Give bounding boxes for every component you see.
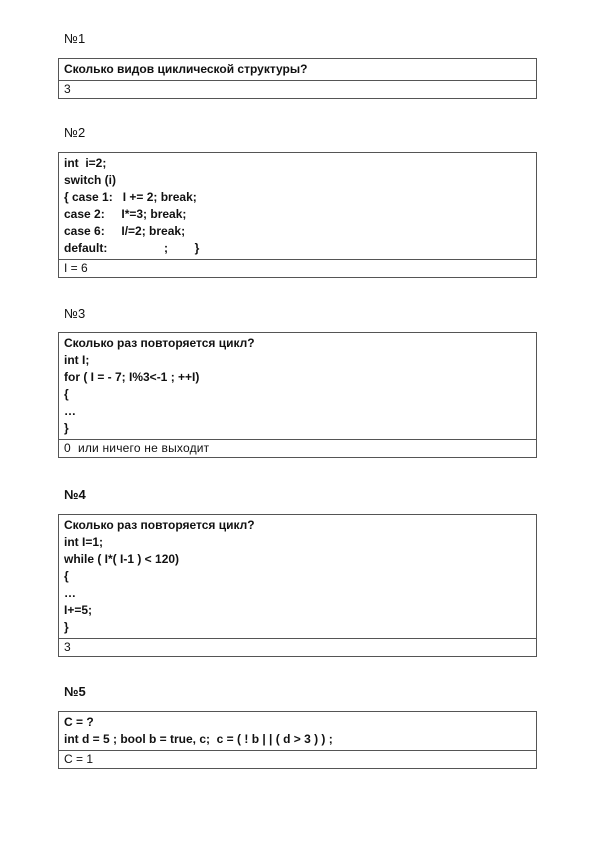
task-3-table: [58, 332, 537, 458]
task-3-answer: 0 или ничего не выходит: [59, 439, 536, 457]
task-4-question: [59, 515, 536, 638]
task-4-answer: 3: [59, 638, 536, 656]
code-line: int i=2;: [64, 156, 107, 170]
task-1-answer: 3: [59, 80, 536, 98]
question-line: C = ?: [64, 715, 94, 729]
code-line: case 6: I/=2; break;: [64, 224, 186, 238]
question-line: Сколько раз повторяется цикл?: [64, 518, 255, 532]
task-3-number: №3: [64, 306, 86, 321]
task-5-number: №5: [64, 684, 86, 699]
code-line: switch (i): [64, 173, 117, 187]
task-5-answer: C = 1: [59, 750, 536, 768]
task-1-question: [59, 59, 536, 80]
task-2-table: [58, 152, 537, 278]
code-line: I+=5;: [64, 603, 93, 617]
code-line: for ( I = - 7; I%3<-1 ; ++I): [64, 370, 200, 384]
task-1-number: №1: [64, 31, 86, 46]
task-2-answer: I = 6: [59, 259, 536, 277]
task-1-table: [58, 58, 537, 99]
code-line: …: [64, 404, 76, 418]
code-line: int d = 5 ; bool b = true, c; c = ( ! b | | ( d > 3 ) ) ;: [64, 732, 333, 746]
task-4-table: [58, 514, 537, 657]
code-line: {: [64, 569, 69, 583]
code-line: int I=1;: [64, 535, 104, 549]
task-4-number: №4: [64, 487, 86, 502]
task-2-number: №2: [64, 125, 86, 140]
code-line: case 2: I*=3; break;: [64, 207, 187, 221]
task-5-question: [59, 712, 536, 750]
code-line: default: ; }: [64, 241, 200, 255]
code-line: …: [64, 586, 76, 600]
question-line: Сколько видов циклической структуры?: [64, 62, 308, 76]
code-line: {: [64, 387, 69, 401]
task-2-question: [59, 153, 536, 259]
code-line: }: [64, 421, 69, 435]
code-line: int I;: [64, 353, 90, 367]
task-3-question: [59, 333, 536, 439]
task-5-table: [58, 711, 537, 769]
code-line: { case 1: I += 2; break;: [64, 190, 197, 204]
code-line: }: [64, 620, 69, 634]
code-line: while ( I*( I-1 ) < 120): [64, 552, 180, 566]
question-line: Сколько раз повторяется цикл?: [64, 336, 255, 350]
